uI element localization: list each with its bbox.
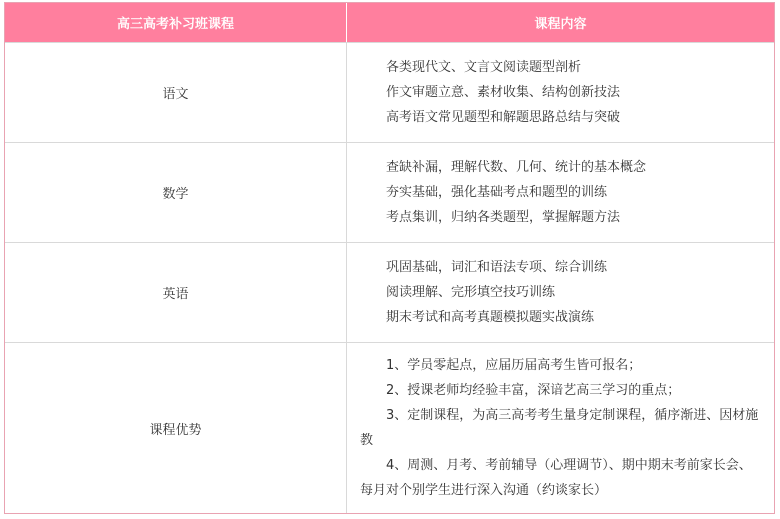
- content-cell: [347, 243, 774, 342]
- content-line: 4、周测、月考、考前辅导（心理调节）、期中期末考前家长会、每月对个别学生进行深入沟通（约谈家长）: [360, 458, 752, 498]
- header-course-name: 高三高考补习班课程: [5, 3, 347, 42]
- content-line: 1、学员零起点，应届历届高考生皆可报名；: [386, 358, 642, 373]
- content-line: 期末考试和高考真题模拟题实战演练: [386, 310, 595, 325]
- subject-cell: 课程优势: [5, 343, 347, 513]
- content-line: 各类现代文、文言文阅读题型剖析: [386, 60, 582, 75]
- table-header: [5, 3, 774, 42]
- subject-cell: 语文: [5, 43, 347, 142]
- subject-cell: 数学: [5, 143, 347, 242]
- subject-cell: 英语: [5, 243, 347, 342]
- content-line: 夯实基础，强化基础考点和题型的训练: [386, 185, 608, 200]
- table-row-advantages: [5, 342, 774, 513]
- content-line: 3、定制课程，为高三高考考生量身定制课程，循序渐进、因材施教: [360, 408, 759, 448]
- content-line: 考点集训，归纳各类题型，掌握解题方法: [386, 210, 621, 225]
- table-row-english: [5, 242, 774, 342]
- table-row-math: [5, 142, 774, 242]
- content-line: 高考语文常见题型和解题思路总结与突破: [386, 110, 621, 125]
- content-cell: [347, 343, 774, 513]
- content-line: 查缺补漏，理解代数、几何、统计的基本概念: [386, 160, 647, 175]
- content-cell: [347, 143, 774, 242]
- content-line: 作文审题立意、素材收集、结构创新技法: [386, 85, 621, 100]
- content-cell: [347, 43, 774, 142]
- header-course-content: 课程内容: [534, 17, 587, 32]
- content-line: 阅读理解、完形填空技巧训练: [386, 285, 556, 300]
- content-line: 2、授课老师均经验丰富，深谙艺高三学习的重点；: [386, 383, 681, 398]
- course-table: [4, 2, 775, 514]
- content-line: 巩固基础，词汇和语法专项、综合训练: [386, 260, 608, 275]
- table-row-chinese: [5, 42, 774, 142]
